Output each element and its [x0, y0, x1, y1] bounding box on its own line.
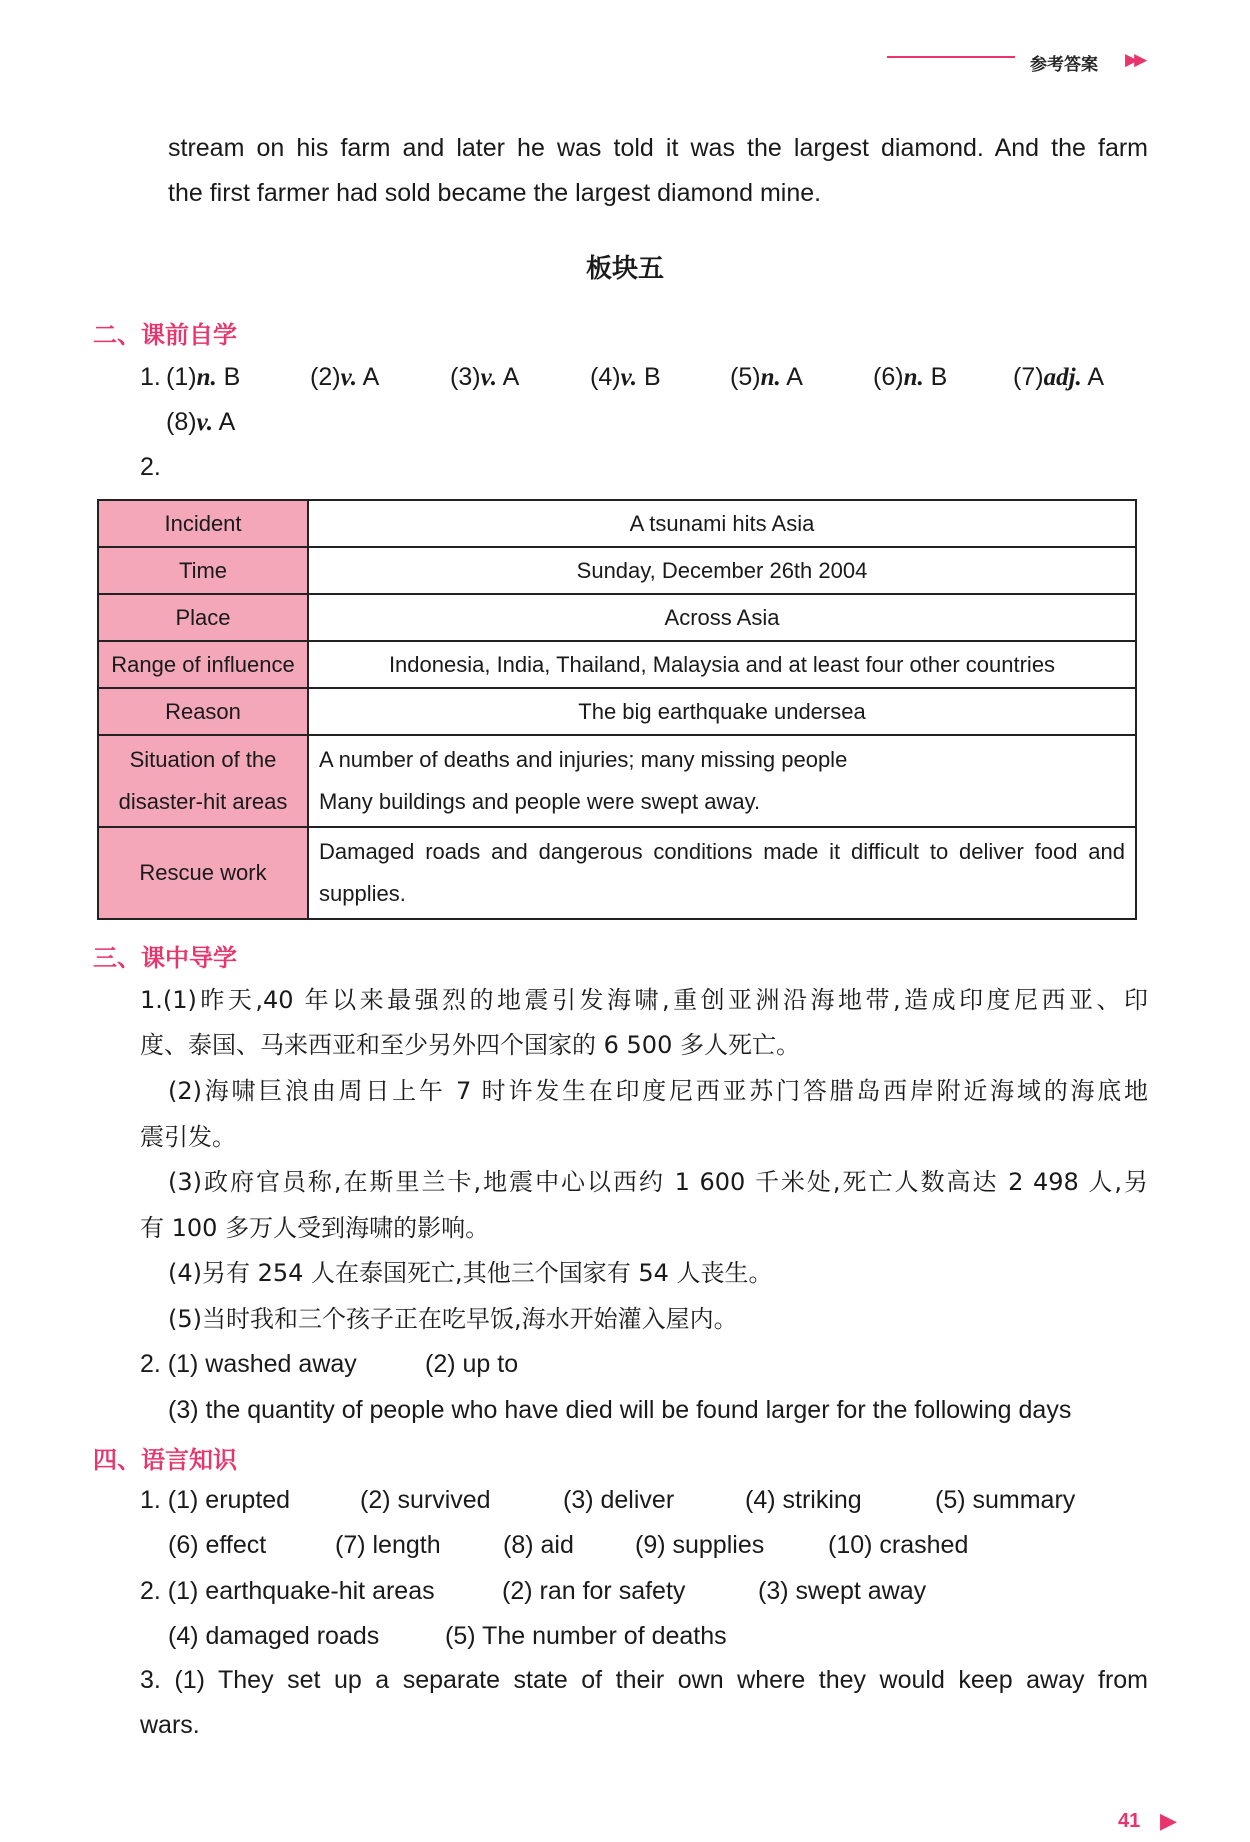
table-row [98, 688, 1136, 735]
table-row [98, 735, 1136, 827]
s3-translation-5: (5)当时我和三个孩子正在吃早饭,海水开始灌入屋内。 [168, 1305, 738, 1333]
s3-q2-2: (2) up to [425, 1350, 519, 1378]
s4-answer: (2) survived [360, 1486, 491, 1514]
s2-q1-item: (3)v. A [450, 363, 520, 391]
block-title: 板块五 [585, 254, 664, 284]
s3-translation-1a: 1.(1)昨天,40 年以来最强烈的地震引发海啸,重创亚洲沿海地带,造成印度尼西亚、印 [140, 986, 1148, 1014]
table-value: A tsunami hits Asia [308, 500, 1136, 547]
table-key: Time [98, 547, 308, 594]
table-value: Indonesia, India, Thailand, Malaysia and at least four other countries [308, 641, 1136, 688]
s3-translation-3b: 有 100 多万人受到海啸的影响。 [140, 1214, 490, 1242]
table-value: A number of deaths and injuries; many missing people Many buildings and people were swept away. [308, 735, 1136, 827]
table-key: Rescue work [98, 827, 308, 919]
table-row [98, 827, 1136, 919]
table-value: Damaged roads and dangerous conditions made it difficult to deliver food and supplies. [308, 827, 1136, 919]
s2-q1-item: (7)adj. A [1013, 363, 1105, 391]
s3-translation-2b: 震引发。 [140, 1123, 236, 1151]
table-key: Place [98, 594, 308, 641]
s2-q1-item: (6)n. B [873, 363, 948, 391]
table-row [98, 641, 1136, 688]
table-row [98, 547, 1136, 594]
s4-answer: (5) summary [935, 1486, 1076, 1514]
s3-q2-3: (3) the quantity of people who have died will be found larger for the following days [168, 1396, 1072, 1424]
s2-q1-item: (1)n. B [166, 363, 241, 391]
s3-translation-2a: (2)海啸巨浪由周日上午 7 时许发生在印度尼西亚苏门答腊岛西岸附近海域的海底地 [168, 1077, 1148, 1105]
s4-answer: (6) effect [168, 1531, 267, 1559]
section-heading-3: 三、课中导学 [93, 944, 237, 972]
s4-answer: (3) swept away [758, 1577, 927, 1605]
table-value: Across Asia [308, 594, 1136, 641]
s4-answer: (9) supplies [635, 1531, 765, 1559]
s4-answer: (5) The number of deaths [445, 1622, 727, 1650]
section-heading-4: 四、语言知识 [93, 1446, 237, 1474]
table-key: Situation of the disaster-hit areas [98, 735, 308, 827]
header-label: 参考答案 [1030, 55, 1098, 75]
s2-q1-item: (5)n. A [730, 363, 803, 391]
table-key: Incident [98, 500, 308, 547]
section-heading-2: 二、课前自学 [93, 321, 237, 349]
table-key: Reason [98, 688, 308, 735]
s4-answer: 1. (1) erupted [140, 1486, 291, 1514]
s2-q1-item: (2)v. A [310, 363, 380, 391]
s2-q2-prefix: 2. [140, 453, 161, 481]
table-row [98, 500, 1136, 547]
incident-table [97, 499, 1137, 920]
table-key: Range of influence [98, 641, 308, 688]
s3-translation-3a: (3)政府官员称,在斯里兰卡,地震中心以西约 1 600 千米处,死亡人数高达 2 498 人,另 [168, 1168, 1148, 1196]
s4-answer: (2) ran for safety [502, 1577, 686, 1605]
s4-answer: (4) striking [745, 1486, 862, 1514]
s2-q1-prefix: 1. [140, 363, 161, 391]
intro-line-1: stream on his farm and later he was told it was the largest diamond. And the farm [168, 134, 1148, 162]
s4-answer: (8) aid [503, 1531, 574, 1559]
intro-line-2: the first farmer had sold became the largest diamond mine. [168, 179, 822, 207]
table-row [98, 594, 1136, 641]
s3-q2-1: 2. (1) washed away [140, 1350, 357, 1378]
s3-translation-1b: 度、泰国、马来西亚和至少另外四个国家的 6 500 多人死亡。 [140, 1031, 800, 1059]
s4-answer: (10) crashed [828, 1531, 969, 1559]
table-value: The big earthquake undersea [308, 688, 1136, 735]
table-value: Sunday, December 26th 2004 [308, 547, 1136, 594]
header-arrow-icon: ▶▶ [1125, 50, 1144, 69]
s2-q1-item: (4)v. B [590, 363, 661, 391]
s4-answer: (7) length [335, 1531, 441, 1559]
s3-translation-4: (4)另有 254 人在泰国死亡,其他三个国家有 54 人丧生。 [168, 1259, 773, 1287]
s4-q3-line-2: wars. [140, 1711, 200, 1739]
page-number: 41 [1118, 1810, 1141, 1832]
page-arrow-icon: ▶ [1160, 1808, 1177, 1833]
s4-answer: (3) deliver [563, 1486, 675, 1514]
s4-q3-line-1: 3. (1) They set up a separate state of their own where they would keep away from [140, 1666, 1148, 1694]
s4-answer: (4) damaged roads [168, 1622, 380, 1650]
s4-answer: 2. (1) earthquake-hit areas [140, 1577, 435, 1605]
header-rule [887, 56, 1015, 58]
s2-q1-item: (8)v. A [166, 408, 236, 436]
